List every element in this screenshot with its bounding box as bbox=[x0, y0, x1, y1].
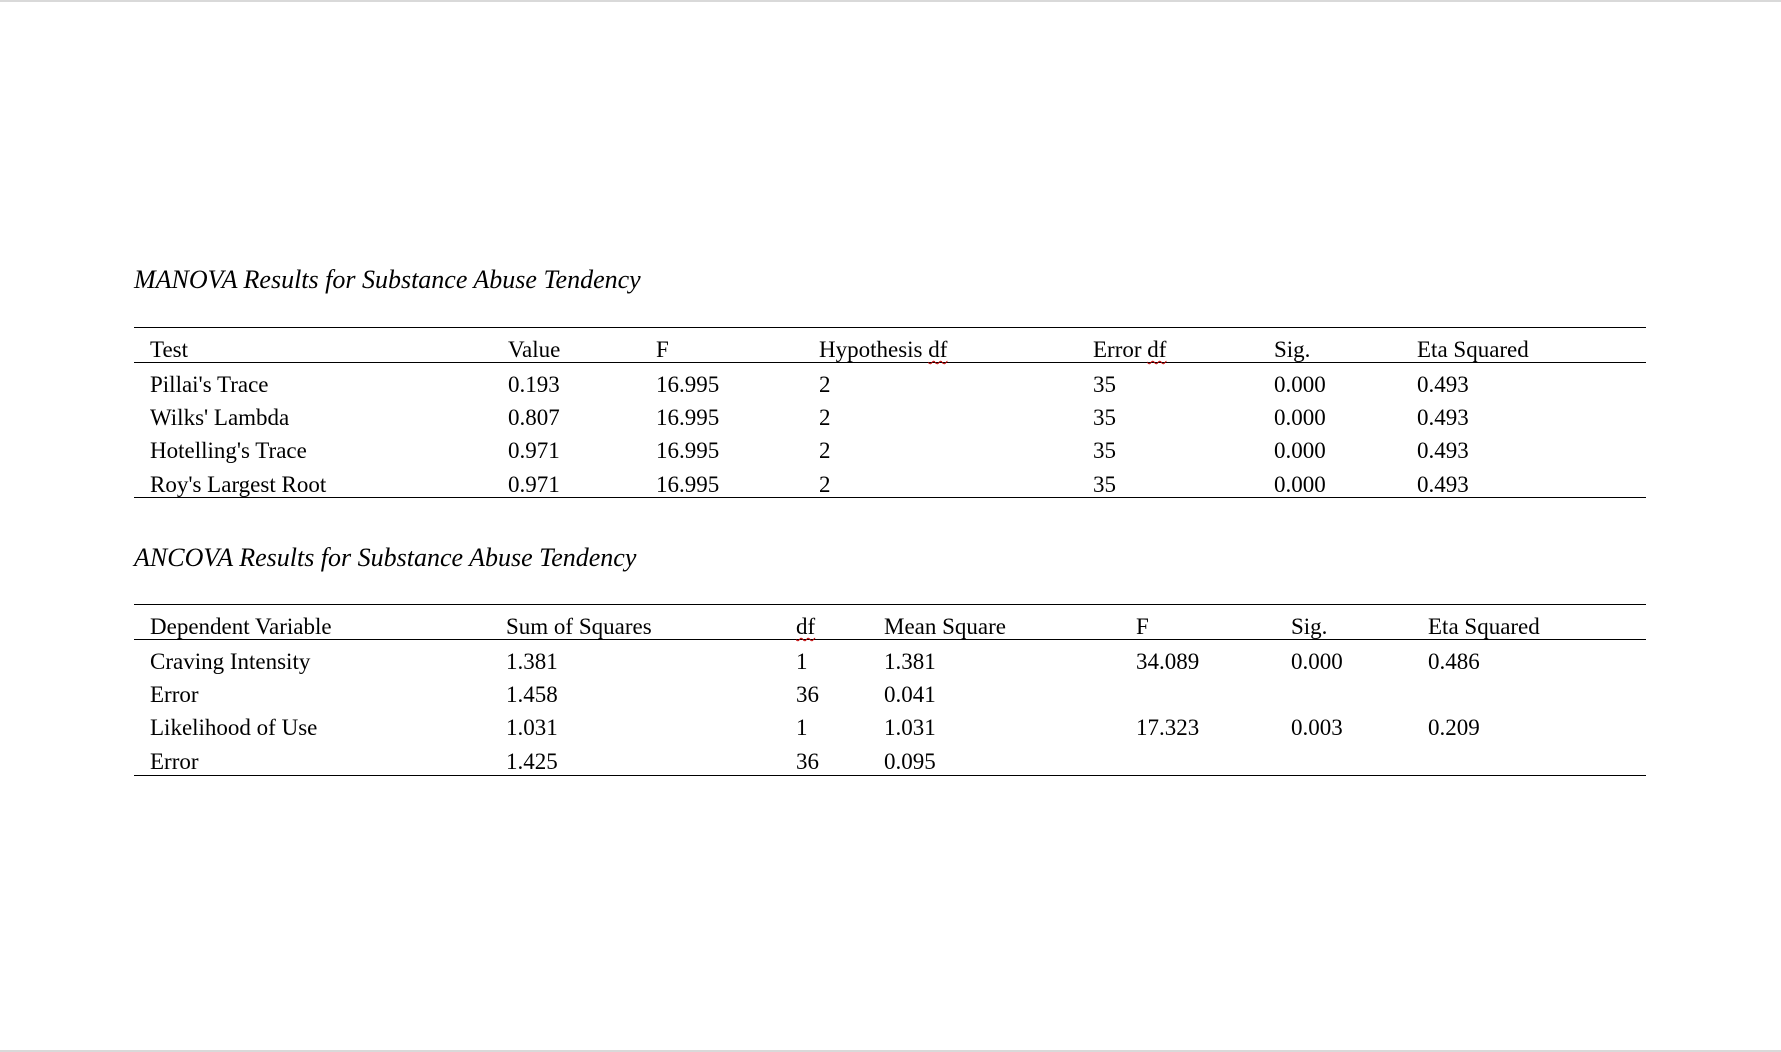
table-cell: 16.995 bbox=[656, 405, 720, 430]
table-cell: 1 bbox=[796, 715, 808, 740]
table-cell: 0.493 bbox=[1417, 405, 1469, 430]
manova-table bbox=[134, 327, 1646, 501]
table-cell: 1.381 bbox=[506, 649, 558, 674]
manova-caption: MANOVA Results for Substance Abuse Tendency bbox=[134, 265, 641, 294]
header-test: Test bbox=[150, 337, 188, 362]
table-cell: 0.000 bbox=[1274, 472, 1326, 497]
ancova-table bbox=[134, 604, 1646, 780]
header-error-df: Error df bbox=[1093, 337, 1167, 362]
table-cell: 35 bbox=[1093, 405, 1116, 430]
header-dependent-variable: Dependent Variable bbox=[150, 614, 332, 639]
table-cell: 0.971 bbox=[508, 472, 560, 497]
table-cell: 0.493 bbox=[1417, 438, 1469, 463]
table-cell: 0.041 bbox=[884, 682, 936, 707]
table-cell: 16.995 bbox=[656, 472, 720, 497]
header-mean-square: Mean Square bbox=[884, 614, 1006, 639]
ancova-caption: ANCOVA Results for Substance Abuse Tendency bbox=[134, 543, 637, 572]
table-cell: 0.493 bbox=[1417, 472, 1469, 497]
table-cell: 0.209 bbox=[1428, 715, 1480, 740]
table-cell: Hotelling's Trace bbox=[150, 438, 307, 463]
table-cell: 36 bbox=[796, 749, 819, 774]
header-eta-squared: Eta Squared bbox=[1417, 337, 1529, 362]
header-sig: Sig. bbox=[1291, 614, 1328, 639]
table-cell: 35 bbox=[1093, 438, 1116, 463]
table-cell: Error bbox=[150, 749, 199, 774]
header-f: F bbox=[1136, 614, 1149, 639]
table-cell: Wilks' Lambda bbox=[150, 405, 290, 430]
table-cell: 34.089 bbox=[1136, 649, 1200, 674]
table-cell: 0.493 bbox=[1417, 372, 1469, 397]
header-hypothesis-df: Hypothesis df bbox=[819, 337, 948, 362]
table-cell: 35 bbox=[1093, 472, 1116, 497]
table-cell: 0.971 bbox=[508, 438, 560, 463]
table-cell: 0.000 bbox=[1274, 405, 1326, 430]
table-cell: 0.000 bbox=[1291, 649, 1343, 674]
table-cell: 0.000 bbox=[1274, 372, 1326, 397]
table-cell: 0.486 bbox=[1428, 649, 1480, 674]
table-cell: Roy's Largest Root bbox=[150, 472, 327, 497]
table-cell: 2 bbox=[819, 405, 831, 430]
table-cell: 1.458 bbox=[506, 682, 558, 707]
header-value: Value bbox=[508, 337, 561, 362]
table-top-rule bbox=[134, 604, 1646, 605]
table-cell: 0.807 bbox=[508, 405, 560, 430]
table-cell: 2 bbox=[819, 472, 831, 497]
header-f: F bbox=[656, 337, 669, 362]
table-cell: 2 bbox=[819, 438, 831, 463]
table-cell: Error bbox=[150, 682, 199, 707]
table-cell: 1.031 bbox=[884, 715, 936, 740]
table-cell: 0.193 bbox=[508, 372, 560, 397]
table-cell: 0.095 bbox=[884, 749, 936, 774]
table-cell: 16.995 bbox=[656, 372, 720, 397]
header-eta-squared: Eta Squared bbox=[1428, 614, 1540, 639]
table-cell: 17.323 bbox=[1136, 715, 1200, 740]
table-cell: 35 bbox=[1093, 372, 1116, 397]
header-sum-of-squares: Sum of Squares bbox=[506, 614, 652, 639]
table-cell: Craving Intensity bbox=[150, 649, 311, 674]
table-cell: Pillai's Trace bbox=[150, 372, 269, 397]
table-cell: 2 bbox=[819, 372, 831, 397]
table-bottom-rule bbox=[134, 775, 1646, 776]
header-sig: Sig. bbox=[1274, 337, 1311, 362]
table-cell: 1.381 bbox=[884, 649, 936, 674]
table-cell: Likelihood of Use bbox=[150, 715, 318, 740]
table-cell: 36 bbox=[796, 682, 819, 707]
window-top-border bbox=[0, 0, 1781, 2]
table-top-rule bbox=[134, 327, 1646, 328]
table-cell: 0.003 bbox=[1291, 715, 1343, 740]
table-cell: 1.031 bbox=[506, 715, 558, 740]
header-df: df bbox=[796, 614, 816, 639]
table-cell: 1.425 bbox=[506, 749, 558, 774]
table-cell: 16.995 bbox=[656, 438, 720, 463]
table-cell: 1 bbox=[796, 649, 808, 674]
table-cell: 0.000 bbox=[1274, 438, 1326, 463]
